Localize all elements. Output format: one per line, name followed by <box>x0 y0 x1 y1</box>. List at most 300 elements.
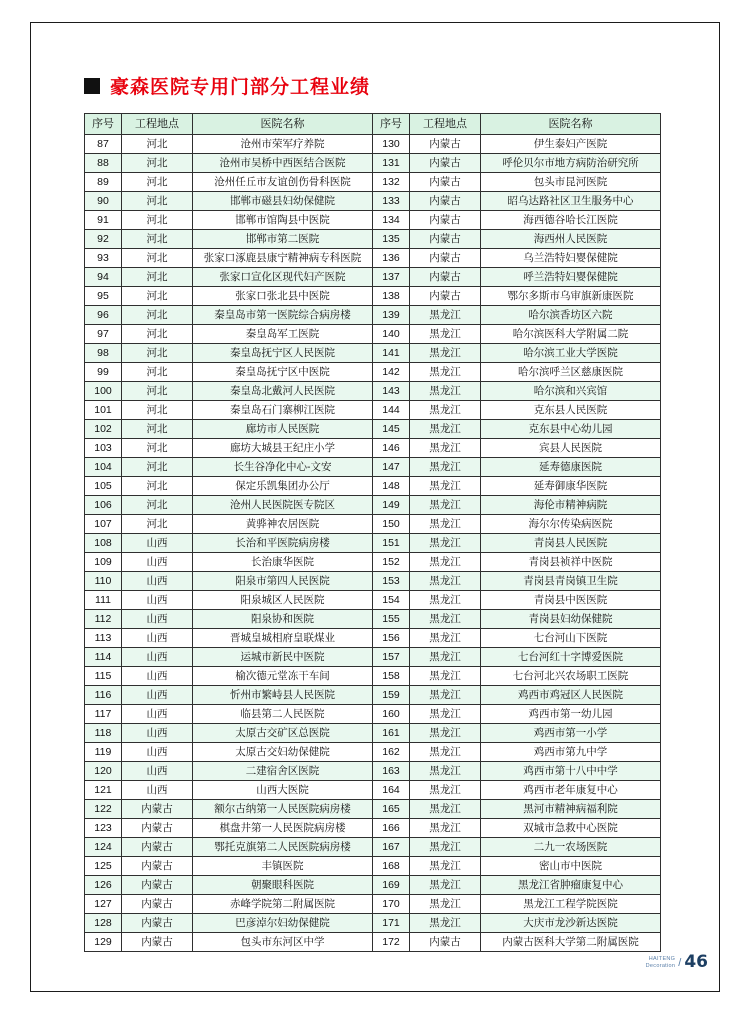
cell-seq-right: 158 <box>373 667 410 686</box>
page-number: 46 <box>684 952 708 972</box>
column-header-seq-left: 序号 <box>85 114 122 135</box>
cell-seq-right: 166 <box>373 819 410 838</box>
cell-location-left: 山西 <box>122 667 193 686</box>
cell-hospital-left: 太原古交矿区总医院 <box>193 724 373 743</box>
page-title-text: 豪森医院专用门部分工程业绩 <box>110 76 371 98</box>
cell-seq-right: 135 <box>373 230 410 249</box>
cell-seq-right: 161 <box>373 724 410 743</box>
table-row <box>85 572 661 591</box>
cell-seq-left: 97 <box>85 325 122 344</box>
table-row <box>85 230 661 249</box>
cell-location-right: 黑龙江 <box>410 401 481 420</box>
cell-seq-left: 96 <box>85 306 122 325</box>
cell-location-left: 山西 <box>122 534 193 553</box>
cell-hospital-right: 哈尔滨和兴宾馆 <box>481 382 661 401</box>
cell-seq-left: 117 <box>85 705 122 724</box>
cell-location-left: 河北 <box>122 420 193 439</box>
column-header-location-right: 工程地点 <box>410 114 481 135</box>
cell-seq-left: 88 <box>85 154 122 173</box>
cell-seq-left: 122 <box>85 800 122 819</box>
cell-hospital-right: 延寿御康华医院 <box>481 477 661 496</box>
cell-seq-right: 140 <box>373 325 410 344</box>
cell-location-right: 黑龙江 <box>410 382 481 401</box>
cell-location-left: 河北 <box>122 515 193 534</box>
cell-location-right: 内蒙古 <box>410 154 481 173</box>
cell-seq-left: 100 <box>85 382 122 401</box>
table-row <box>85 192 661 211</box>
cell-seq-left: 106 <box>85 496 122 515</box>
cell-hospital-right: 鸡西市第十八中中学 <box>481 762 661 781</box>
cell-location-right: 黑龙江 <box>410 895 481 914</box>
cell-seq-right: 149 <box>373 496 410 515</box>
cell-hospital-right: 鸡西市第一小学 <box>481 724 661 743</box>
cell-hospital-left: 包头市东河区中学 <box>193 933 373 952</box>
cell-location-left: 河北 <box>122 382 193 401</box>
cell-hospital-right: 哈尔滨工业大学医院 <box>481 344 661 363</box>
cell-seq-left: 87 <box>85 135 122 154</box>
cell-location-right: 黑龙江 <box>410 762 481 781</box>
cell-location-left: 山西 <box>122 705 193 724</box>
table-row <box>85 610 661 629</box>
cell-location-left: 山西 <box>122 629 193 648</box>
cell-seq-left: 124 <box>85 838 122 857</box>
cell-location-left: 河北 <box>122 287 193 306</box>
table-row <box>85 325 661 344</box>
cell-location-right: 黑龙江 <box>410 876 481 895</box>
cell-location-right: 黑龙江 <box>410 743 481 762</box>
cell-hospital-left: 邯郸市馆陶县中医院 <box>193 211 373 230</box>
cell-location-right: 内蒙古 <box>410 211 481 230</box>
table-row <box>85 439 661 458</box>
cell-hospital-right: 乌兰浩特妇婴保健院 <box>481 249 661 268</box>
cell-hospital-left: 忻州市繁峙县人民医院 <box>193 686 373 705</box>
cell-hospital-left: 邯郸市第二医院 <box>193 230 373 249</box>
cell-seq-right: 144 <box>373 401 410 420</box>
table-row <box>85 762 661 781</box>
cell-hospital-right: 宾县人民医院 <box>481 439 661 458</box>
cell-location-right: 黑龙江 <box>410 686 481 705</box>
cell-seq-right: 152 <box>373 553 410 572</box>
table-row <box>85 800 661 819</box>
cell-location-right: 黑龙江 <box>410 515 481 534</box>
cell-location-left: 山西 <box>122 781 193 800</box>
cell-seq-right: 160 <box>373 705 410 724</box>
cell-location-left: 河北 <box>122 192 193 211</box>
cell-hospital-right: 青岗县妇幼保健院 <box>481 610 661 629</box>
cell-seq-left: 113 <box>85 629 122 648</box>
cell-seq-left: 99 <box>85 363 122 382</box>
cell-location-right: 内蒙古 <box>410 192 481 211</box>
table-row <box>85 591 661 610</box>
cell-location-left: 河北 <box>122 344 193 363</box>
cell-hospital-right: 鸡西市鸡冠区人民医院 <box>481 686 661 705</box>
cell-seq-left: 127 <box>85 895 122 914</box>
cell-seq-left: 102 <box>85 420 122 439</box>
cell-location-right: 黑龙江 <box>410 591 481 610</box>
cell-seq-left: 104 <box>85 458 122 477</box>
cell-hospital-right: 内蒙古医科大学第二附属医院 <box>481 933 661 952</box>
cell-location-left: 河北 <box>122 135 193 154</box>
cell-hospital-left: 阳泉市第四人民医院 <box>193 572 373 591</box>
cell-seq-right: 157 <box>373 648 410 667</box>
table-row <box>85 648 661 667</box>
cell-seq-right: 133 <box>373 192 410 211</box>
cell-seq-left: 120 <box>85 762 122 781</box>
cell-seq-left: 90 <box>85 192 122 211</box>
cell-hospital-left: 秦皇岛抚宁区中医院 <box>193 363 373 382</box>
table-header-row <box>85 114 661 135</box>
column-header-hospital-right: 医院名称 <box>481 114 661 135</box>
cell-location-left: 河北 <box>122 439 193 458</box>
cell-location-right: 内蒙古 <box>410 268 481 287</box>
cell-hospital-right: 包头市昆河医院 <box>481 173 661 192</box>
cell-location-right: 黑龙江 <box>410 914 481 933</box>
table-row <box>85 211 661 230</box>
cell-location-left: 河北 <box>122 477 193 496</box>
cell-hospital-left: 山西大医院 <box>193 781 373 800</box>
table-row <box>85 496 661 515</box>
cell-hospital-left: 长治康华医院 <box>193 553 373 572</box>
cell-location-left: 河北 <box>122 211 193 230</box>
cell-location-right: 黑龙江 <box>410 306 481 325</box>
cell-hospital-right: 黑河市精神病福利院 <box>481 800 661 819</box>
cell-hospital-right: 青岗县青岗镇卫生院 <box>481 572 661 591</box>
cell-location-left: 内蒙古 <box>122 876 193 895</box>
cell-seq-left: 107 <box>85 515 122 534</box>
table-row <box>85 515 661 534</box>
cell-hospital-left: 运城市新民中医院 <box>193 648 373 667</box>
table-row <box>85 914 661 933</box>
cell-location-right: 内蒙古 <box>410 933 481 952</box>
cell-seq-right: 147 <box>373 458 410 477</box>
table-body <box>85 135 661 952</box>
cell-location-left: 内蒙古 <box>122 914 193 933</box>
cell-location-left: 山西 <box>122 724 193 743</box>
cell-seq-left: 98 <box>85 344 122 363</box>
cell-hospital-right: 克东县人民医院 <box>481 401 661 420</box>
cell-seq-left: 123 <box>85 819 122 838</box>
cell-location-left: 河北 <box>122 306 193 325</box>
cell-hospital-right: 鸡西市第一幼儿园 <box>481 705 661 724</box>
cell-hospital-left: 额尔古纳第一人民医院病房楼 <box>193 800 373 819</box>
cell-hospital-right: 双城市急救中心医院 <box>481 819 661 838</box>
cell-location-left: 山西 <box>122 572 193 591</box>
cell-seq-left: 95 <box>85 287 122 306</box>
cell-seq-right: 156 <box>373 629 410 648</box>
table-row <box>85 629 661 648</box>
cell-seq-right: 167 <box>373 838 410 857</box>
cell-seq-right: 148 <box>373 477 410 496</box>
cell-hospital-left: 临县第二人民医院 <box>193 705 373 724</box>
cell-hospital-left: 沧州任丘市友谊创伤骨科医院 <box>193 173 373 192</box>
table-row <box>85 268 661 287</box>
cell-hospital-left: 秦皇岛北戴河人民医院 <box>193 382 373 401</box>
table-row <box>85 306 661 325</box>
cell-hospital-right: 二九一农场医院 <box>481 838 661 857</box>
cell-seq-right: 164 <box>373 781 410 800</box>
cell-seq-left: 129 <box>85 933 122 952</box>
cell-hospital-right: 海西德谷哈长江医院 <box>481 211 661 230</box>
cell-seq-right: 134 <box>373 211 410 230</box>
cell-hospital-left: 廊坊大城县王纪庄小学 <box>193 439 373 458</box>
cell-location-left: 山西 <box>122 648 193 667</box>
cell-location-right: 内蒙古 <box>410 249 481 268</box>
cell-hospital-left: 二建宿舍区医院 <box>193 762 373 781</box>
cell-hospital-left: 长治和平医院病房楼 <box>193 534 373 553</box>
cell-hospital-right: 七台河红十字博爱医院 <box>481 648 661 667</box>
title-bullet-icon <box>84 78 100 94</box>
cell-seq-right: 172 <box>373 933 410 952</box>
cell-seq-right: 130 <box>373 135 410 154</box>
column-header-hospital-left: 医院名称 <box>193 114 373 135</box>
cell-hospital-right: 呼伦贝尔市地方病防治研究所 <box>481 154 661 173</box>
cell-location-left: 内蒙古 <box>122 933 193 952</box>
cell-location-right: 内蒙古 <box>410 230 481 249</box>
cell-hospital-left: 长生谷净化中心-文安 <box>193 458 373 477</box>
cell-location-right: 黑龙江 <box>410 458 481 477</box>
table-row <box>85 173 661 192</box>
table-row <box>85 534 661 553</box>
cell-hospital-right: 呼兰浩特妇婴保健院 <box>481 268 661 287</box>
cell-location-right: 黑龙江 <box>410 325 481 344</box>
cell-hospital-left: 榆次德元堂冻干车间 <box>193 667 373 686</box>
cell-seq-left: 91 <box>85 211 122 230</box>
table-row <box>85 838 661 857</box>
cell-seq-left: 126 <box>85 876 122 895</box>
table-row <box>85 933 661 952</box>
cell-hospital-right: 大庆市龙沙新达医院 <box>481 914 661 933</box>
cell-seq-right: 170 <box>373 895 410 914</box>
cell-hospital-right: 七台河山下医院 <box>481 629 661 648</box>
cell-seq-right: 138 <box>373 287 410 306</box>
table-row <box>85 667 661 686</box>
cell-seq-left: 125 <box>85 857 122 876</box>
cell-location-right: 内蒙古 <box>410 287 481 306</box>
cell-seq-left: 128 <box>85 914 122 933</box>
table-row <box>85 154 661 173</box>
cell-hospital-left: 秦皇岛石门寨柳江医院 <box>193 401 373 420</box>
cell-seq-right: 136 <box>373 249 410 268</box>
table-row <box>85 477 661 496</box>
cell-hospital-right: 哈尔滨香坊区六院 <box>481 306 661 325</box>
cell-hospital-left: 鄂托克旗第二人民医院病房楼 <box>193 838 373 857</box>
cell-seq-left: 111 <box>85 591 122 610</box>
cell-location-right: 黑龙江 <box>410 724 481 743</box>
footer-brand <box>646 956 676 970</box>
cell-seq-right: 132 <box>373 173 410 192</box>
table-row <box>85 895 661 914</box>
cell-hospital-left: 赤峰学院第二附属医院 <box>193 895 373 914</box>
cell-location-left: 内蒙古 <box>122 800 193 819</box>
cell-hospital-right: 哈尔滨呼兰区慈康医院 <box>481 363 661 382</box>
cell-hospital-left: 邯郸市磁县妇幼保健院 <box>193 192 373 211</box>
cell-hospital-right: 黑龙江省肿瘤康复中心 <box>481 876 661 895</box>
cell-hospital-left: 棋盘井第一人民医院病房楼 <box>193 819 373 838</box>
cell-hospital-right: 青岗县人民医院 <box>481 534 661 553</box>
cell-hospital-left: 丰镇医院 <box>193 857 373 876</box>
table-row <box>85 724 661 743</box>
cell-seq-left: 89 <box>85 173 122 192</box>
cell-seq-right: 163 <box>373 762 410 781</box>
cell-location-left: 河北 <box>122 173 193 192</box>
cell-seq-left: 94 <box>85 268 122 287</box>
cell-location-right: 黑龙江 <box>410 344 481 363</box>
cell-hospital-right: 七台河北兴农场职工医院 <box>481 667 661 686</box>
table-row <box>85 781 661 800</box>
cell-seq-left: 103 <box>85 439 122 458</box>
footer-slash: / <box>678 957 682 969</box>
cell-hospital-right: 伊生泰妇产医院 <box>481 135 661 154</box>
cell-seq-left: 110 <box>85 572 122 591</box>
cell-hospital-right: 克东县中心幼儿园 <box>481 420 661 439</box>
table-row <box>85 743 661 762</box>
table-row <box>85 135 661 154</box>
cell-location-left: 河北 <box>122 458 193 477</box>
cell-hospital-right: 海尔尔传染病医院 <box>481 515 661 534</box>
footer-brand-line1: HAITENG <box>648 956 676 962</box>
cell-seq-left: 114 <box>85 648 122 667</box>
cell-seq-right: 151 <box>373 534 410 553</box>
table-row <box>85 249 661 268</box>
cell-location-right: 黑龙江 <box>410 648 481 667</box>
cell-location-right: 黑龙江 <box>410 819 481 838</box>
cell-hospital-right: 密山市中医院 <box>481 857 661 876</box>
table-row <box>85 363 661 382</box>
cell-seq-right: 162 <box>373 743 410 762</box>
cell-location-right: 内蒙古 <box>410 173 481 192</box>
table-row <box>85 553 661 572</box>
cell-location-right: 黑龙江 <box>410 667 481 686</box>
cell-seq-right: 137 <box>373 268 410 287</box>
cell-hospital-left: 黄骅神农居医院 <box>193 515 373 534</box>
cell-hospital-left: 朝聚眼科医院 <box>193 876 373 895</box>
cell-seq-right: 142 <box>373 363 410 382</box>
table-row <box>85 819 661 838</box>
cell-location-left: 河北 <box>122 268 193 287</box>
cell-hospital-right: 海西州人民医院 <box>481 230 661 249</box>
cell-hospital-left: 廊坊市人民医院 <box>193 420 373 439</box>
cell-hospital-left: 张家口宣化区现代妇产医院 <box>193 268 373 287</box>
cell-seq-left: 105 <box>85 477 122 496</box>
cell-hospital-left: 秦皇岛抚宁区人民医院 <box>193 344 373 363</box>
cell-hospital-right: 黑龙江工程学院医院 <box>481 895 661 914</box>
cell-hospital-left: 秦皇岛军工医院 <box>193 325 373 344</box>
cell-hospital-left: 沧州市荣军疗养院 <box>193 135 373 154</box>
cell-location-left: 山西 <box>122 610 193 629</box>
cell-seq-left: 115 <box>85 667 122 686</box>
cell-hospital-right: 青岗县中医医院 <box>481 591 661 610</box>
cell-seq-right: 145 <box>373 420 410 439</box>
table-row <box>85 382 661 401</box>
cell-seq-right: 146 <box>373 439 410 458</box>
cell-location-right: 黑龙江 <box>410 857 481 876</box>
cell-seq-left: 109 <box>85 553 122 572</box>
column-header-seq-right: 序号 <box>373 114 410 135</box>
cell-hospital-left: 张家口涿鹿县康宁精神病专科医院 <box>193 249 373 268</box>
cell-seq-left: 118 <box>85 724 122 743</box>
cell-location-right: 黑龙江 <box>410 800 481 819</box>
cell-seq-left: 121 <box>85 781 122 800</box>
cell-seq-right: 169 <box>373 876 410 895</box>
cell-location-right: 黑龙江 <box>410 838 481 857</box>
table-row <box>85 420 661 439</box>
cell-seq-right: 150 <box>373 515 410 534</box>
cell-seq-right: 154 <box>373 591 410 610</box>
page-footer <box>646 954 708 970</box>
cell-location-left: 河北 <box>122 401 193 420</box>
cell-seq-left: 108 <box>85 534 122 553</box>
cell-seq-left: 112 <box>85 610 122 629</box>
performance-table <box>84 113 661 952</box>
cell-location-left: 河北 <box>122 249 193 268</box>
cell-hospital-right: 昭乌达路社区卫生服务中心 <box>481 192 661 211</box>
cell-location-right: 黑龙江 <box>410 705 481 724</box>
cell-seq-right: 143 <box>373 382 410 401</box>
cell-location-right: 黑龙江 <box>410 534 481 553</box>
table-row <box>85 857 661 876</box>
cell-hospital-left: 沧州市吴桥中西医结合医院 <box>193 154 373 173</box>
cell-location-right: 黑龙江 <box>410 572 481 591</box>
cell-seq-right: 153 <box>373 572 410 591</box>
cell-seq-right: 131 <box>373 154 410 173</box>
cell-seq-right: 139 <box>373 306 410 325</box>
cell-seq-left: 116 <box>85 686 122 705</box>
cell-location-left: 内蒙古 <box>122 857 193 876</box>
cell-hospital-left: 秦皇岛市第一医院综合病房楼 <box>193 306 373 325</box>
cell-location-right: 黑龙江 <box>410 363 481 382</box>
cell-seq-left: 93 <box>85 249 122 268</box>
cell-location-right: 内蒙古 <box>410 135 481 154</box>
cell-hospital-right: 海伦市精神病院 <box>481 496 661 515</box>
cell-location-left: 山西 <box>122 743 193 762</box>
table-row <box>85 458 661 477</box>
cell-seq-left: 92 <box>85 230 122 249</box>
cell-location-left: 内蒙古 <box>122 838 193 857</box>
cell-hospital-left: 巴彦淖尔妇幼保健院 <box>193 914 373 933</box>
cell-location-left: 河北 <box>122 154 193 173</box>
cell-location-left: 河北 <box>122 325 193 344</box>
cell-location-left: 河北 <box>122 363 193 382</box>
cell-hospital-right: 鸡西市第九中学 <box>481 743 661 762</box>
cell-location-right: 黑龙江 <box>410 420 481 439</box>
cell-seq-right: 155 <box>373 610 410 629</box>
cell-location-right: 黑龙江 <box>410 439 481 458</box>
cell-hospital-right: 鸡西市老年康复中心 <box>481 781 661 800</box>
cell-location-left: 河北 <box>122 230 193 249</box>
cell-hospital-left: 晋城皇城相府皇联煤业 <box>193 629 373 648</box>
cell-location-right: 黑龙江 <box>410 781 481 800</box>
cell-seq-right: 159 <box>373 686 410 705</box>
cell-location-right: 黑龙江 <box>410 610 481 629</box>
table-row <box>85 686 661 705</box>
cell-hospital-right: 青岗县祯祥中医院 <box>481 553 661 572</box>
column-header-location-left: 工程地点 <box>122 114 193 135</box>
cell-seq-left: 101 <box>85 401 122 420</box>
cell-hospital-right: 延寿德康医院 <box>481 458 661 477</box>
cell-location-left: 山西 <box>122 591 193 610</box>
table-row <box>85 344 661 363</box>
cell-hospital-left: 保定乐凯集团办公厅 <box>193 477 373 496</box>
cell-location-left: 内蒙古 <box>122 895 193 914</box>
cell-location-right: 黑龙江 <box>410 629 481 648</box>
table-row <box>85 401 661 420</box>
cell-seq-right: 168 <box>373 857 410 876</box>
cell-hospital-left: 太原古交妇幼保健院 <box>193 743 373 762</box>
cell-seq-right: 171 <box>373 914 410 933</box>
cell-location-left: 山西 <box>122 686 193 705</box>
table-row <box>85 876 661 895</box>
cell-seq-left: 119 <box>85 743 122 762</box>
